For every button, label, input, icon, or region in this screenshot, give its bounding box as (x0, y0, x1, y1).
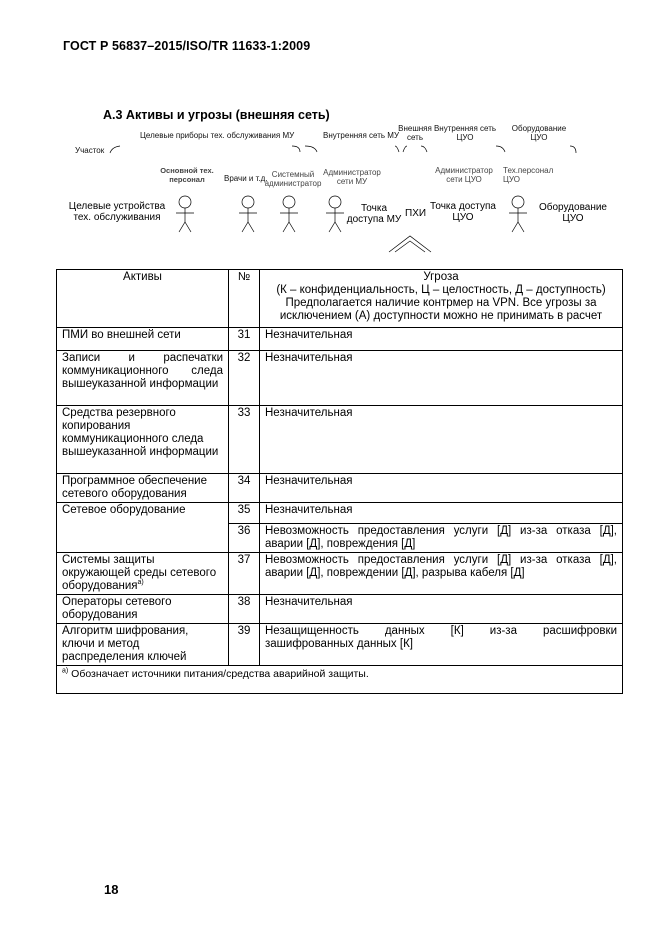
zone-bracket (403, 146, 407, 152)
threat-cell: Незначительная (260, 503, 623, 524)
asset-cell: ПМИ во внешней сети (57, 328, 229, 351)
actor-sysadmin (280, 196, 298, 232)
header-assets: Активы (57, 270, 229, 328)
table-row (57, 553, 623, 595)
threat-cell: Невозможность предоставления услуги [Д] из-за отказа [Д], аварии [Д], повреждения [Д] (260, 524, 623, 553)
footnote-mark: а) (62, 667, 69, 675)
zone-bracket (496, 146, 505, 152)
node-pkhi: ПХИ (405, 208, 427, 219)
asset-cell: Операторы сетевого оборудования (57, 595, 229, 624)
table-footnote-row (57, 666, 623, 694)
asset-cell: Алгоритм шифрования, ключи и метод распределения ключей (57, 624, 229, 666)
label-main-staff: Основной тех. персонал (160, 166, 214, 184)
asset-cell: Программное обеспечение сетевого оборудования (57, 474, 229, 503)
zone-bracket-right (570, 146, 576, 153)
threat-number: 34 (229, 474, 260, 503)
threat-cell: Незначительная (260, 328, 623, 351)
threat-number: 36 (229, 524, 260, 553)
label-admin-mu: Администратор сети МУ (323, 168, 381, 186)
actor-main-staff (176, 196, 194, 232)
table-header-row (57, 270, 623, 328)
threat-number: 38 (229, 595, 260, 624)
assets-threats-table (56, 269, 623, 694)
threat-number: 33 (229, 406, 260, 474)
zone-equipment-cuo: Оборудование ЦУО (511, 124, 567, 142)
actor-admin-mu (326, 196, 344, 232)
zone-site: Участок (75, 146, 105, 155)
network-chevron (389, 236, 431, 252)
threat-cell: Незначительная (260, 474, 623, 503)
asset-cell: Сетевое оборудование (57, 503, 229, 553)
table-row (57, 624, 623, 666)
table-row (57, 328, 623, 351)
zone-internal-net-mu: Внутренняя сеть МУ (323, 131, 400, 140)
node-target-devices: Целевые устройства тех. обслуживания (68, 201, 166, 223)
threat-cell: Незащищенность данных [К] из-за расшифровки зашифрованных данных [К] (260, 624, 623, 666)
threat-number: 35 (229, 503, 260, 524)
label-tech-staff-cuo: Тех.персонал ЦУО (503, 166, 554, 184)
label-admin-cuo: Администратор сети ЦУО (435, 166, 493, 184)
header-number: № (229, 270, 260, 328)
zone-external-net: Внешняя сеть (398, 124, 432, 142)
table-row (57, 351, 623, 406)
asset-cell: Средства резервного копирования коммуникационного следа вышеуказанной информации (57, 406, 229, 474)
zone-bracket-left (110, 146, 120, 153)
section-title: А.3 Активы и угрозы (внешняя сеть) (103, 108, 330, 122)
document-header: ГОСТ Р 56837–2015/ISO/TR 11633-1:2009 (63, 39, 311, 53)
table-row (57, 503, 623, 524)
zone-target-devices-mu: Целевые приборы тех. обслуживания МУ (140, 131, 295, 140)
zone-bracket (305, 146, 317, 152)
threat-number: 32 (229, 351, 260, 406)
table-row (57, 406, 623, 474)
threat-cell: Незначительная (260, 351, 623, 406)
threat-number: 31 (229, 328, 260, 351)
network-chevron-inner (395, 241, 425, 252)
header-threat: Угроза (К – конфиденциальность, Ц – целостность, Д – доступность) Предполагается наличие контрмер на VPN. Все угрозы за исключением (А) доступности можно не принимать в расчет (260, 270, 623, 328)
footnote: $^{а)}$ Обозначает источники питания/средства аварийной защиты. (57, 666, 623, 694)
actor-tech-staff-cuo (509, 196, 527, 232)
actor-doctors (239, 196, 257, 232)
label-sysadmin: Системный администратор (264, 170, 322, 188)
label-doctors: Врачи и т.д. (224, 174, 268, 183)
zone-bracket (421, 146, 427, 152)
page-number: 18 (104, 882, 119, 897)
zone-bracket (292, 146, 300, 152)
threat-number: 39 (229, 624, 260, 666)
asset-cell: Системы защиты окружающей среды сетевого оборудования$^{а)}$ (57, 553, 229, 595)
threat-number: 37 (229, 553, 260, 595)
node-access-point-cuo: Точка доступа ЦУО (430, 201, 496, 223)
table-row (57, 595, 623, 624)
node-access-point-mu: Точка доступа МУ (346, 203, 402, 225)
node-equipment-cuo: Оборудование ЦУО (538, 202, 607, 224)
threat-cell: Невозможность предоставления услуги [Д] из-за отказа [Д], аварии [Д], повреждении [Д], разрыва кабеля [Д] (260, 553, 623, 595)
table-row (57, 474, 623, 503)
zone-bracket (395, 146, 399, 152)
threat-cell: Незначительная (260, 595, 623, 624)
asset-cell: Записи и распечатки коммуникационного следа вышеуказанной информации (57, 351, 229, 406)
footnote-ref: а) (137, 579, 144, 587)
threat-cell: Незначительная (260, 406, 623, 474)
zone-internal-net-cuo: Внутренняя сеть ЦУО (433, 124, 497, 142)
